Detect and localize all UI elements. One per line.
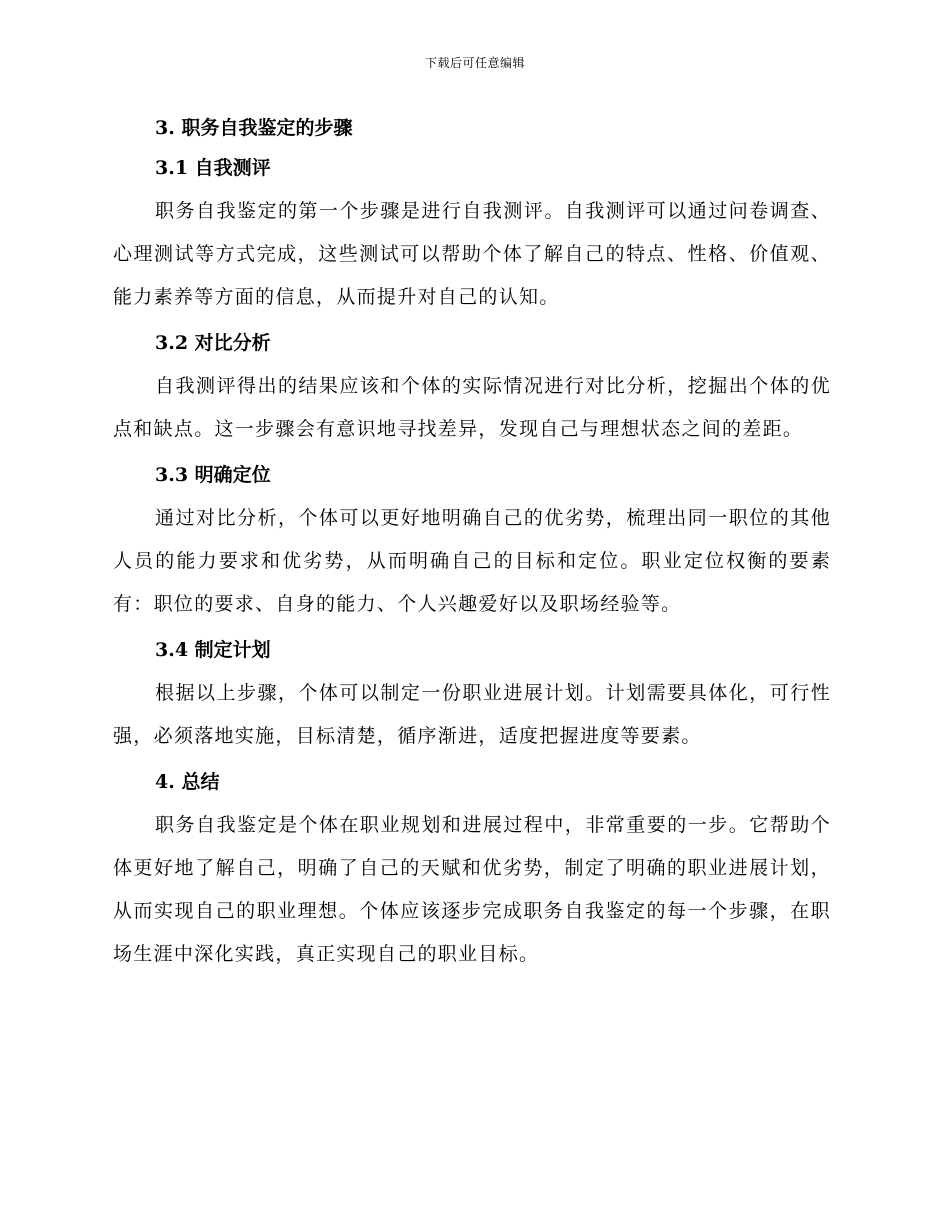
section-heading-planning: 3.4 制定计划 [155, 639, 271, 661]
section-heading-positioning: 3.3 明确定位 [155, 464, 271, 486]
paragraph-comparison: 自我测评得出的结果应该和个体的实际情况进行对比分析，挖掘出个体的优点和缺点。这一步骤会有意识地寻找差异，发现自己与理想状态之间的差距。 [113, 375, 831, 440]
section-heading-summary: 4. 总结 [155, 771, 220, 793]
paragraph-planning: 根据以上步骤，个体可以制定一份职业进展计划。计划需要具体化，可行性强，必须落地实施，目标清楚，循序渐进，适度把握进度等要素。 [113, 682, 831, 747]
section-heading-comparison: 3.2 对比分析 [155, 332, 271, 354]
paragraph-positioning: 通过对比分析，个体可以更好地明确自己的优劣势，梳理出同一职位的其他人员的能力要求和优劣势，从而明确自己的目标和定位。职业定位权衡的要素有：职位的要求、自身的能力、个人兴趣爱好以及职场经验等。 [113, 507, 831, 615]
header-note: 下载后可任意编辑 [424, 56, 525, 70]
paragraph-summary: 职务自我鉴定是个体在职业规划和进展过程中，非常重要的一步。它帮助个体更好地了解自己，明确了自己的天赋和优劣势，制定了明确的职业进展计划，从而实现自己的职业理想。个体应该逐步完成职务自我鉴定的每一个步骤，在职场生涯中深化实践，真正实现自己的职业目标。 [113, 814, 831, 965]
section-heading-steps: 3. 职务自我鉴定的步骤 [155, 117, 353, 139]
section-heading-self-assessment: 3.1 自我测评 [155, 157, 271, 179]
document-body [113, 108, 831, 980]
paragraph-self-assessment: 职务自我鉴定的第一个步骤是进行自我测评。自我测评可以通过问卷调查、心理测试等方式完成，这些测试可以帮助个体了解自己的特点、性格、价值观、能力素养等方面的信息，从而提升对自己的认知。 [113, 200, 831, 308]
